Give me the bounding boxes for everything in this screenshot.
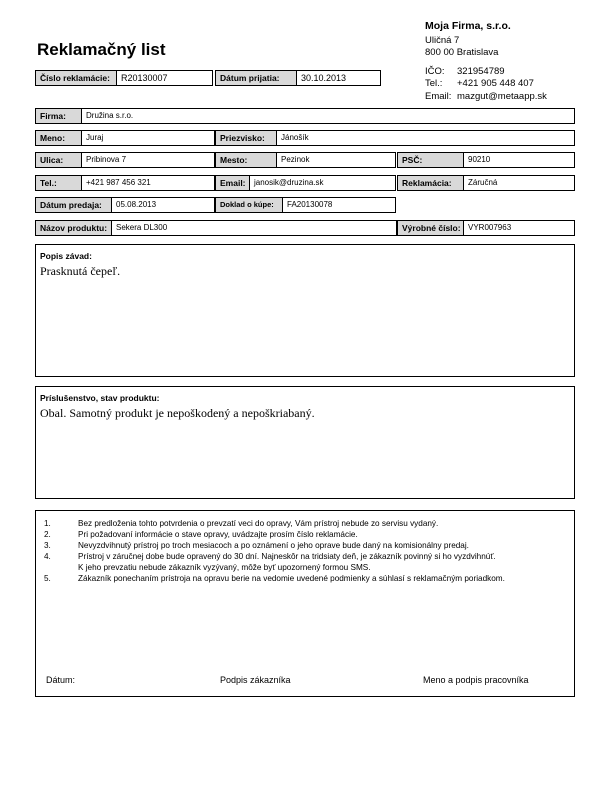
list-item (44, 530, 548, 541)
rule-number: 4. (44, 551, 51, 561)
company-tel: +421 905 448 407 (457, 78, 534, 89)
email-label: Email: (215, 175, 250, 191)
claim-number-field[interactable]: R20130007 (116, 70, 213, 86)
rule-text: Prístroj v záručnej dobe bude opravený do 30 dní. Najneskôr na tridsiaty deň, je zákazník povinný si ho vyzdvihnúť. (78, 551, 496, 561)
signature-date-label: Dátum: (46, 675, 76, 685)
signature-worker-label: Meno a podpis pracovníka (423, 675, 529, 685)
serial-field[interactable]: VYR007963 (463, 220, 575, 236)
city-label: Mesto: (215, 152, 277, 168)
list-item (44, 519, 548, 530)
street-label: Ulica: (35, 152, 82, 168)
psc-label: PSČ: (397, 152, 464, 168)
company-email: mazgut@metaapp.sk (457, 90, 547, 102)
company-ico: 321954789 (457, 65, 505, 77)
company-street: Uličná 7 (425, 34, 460, 46)
surname-field[interactable]: Jánošík (276, 130, 575, 146)
rule-number: 5. (44, 573, 51, 583)
rule-text: Zákazník ponechaním prístroja na opravu berie na vedomie uvedené podmienky a súhlasí s reklamačným poriadkom. (78, 573, 505, 583)
firm-field[interactable]: Družina s.r.o. (81, 108, 575, 124)
product-name-field[interactable]: Sekera DL300 (111, 220, 397, 236)
company-city: 800 00 Bratislava (425, 47, 499, 58)
claim-number-label: Číslo reklamácie: (35, 70, 117, 86)
company-info (425, 20, 547, 103)
claim-type-field[interactable]: Záručná (463, 175, 575, 191)
accessories-label: Príslušenstvo, stav produktu: (40, 393, 160, 403)
tel-field[interactable]: +421 987 456 321 (81, 175, 215, 191)
rule-number (44, 563, 78, 574)
rule-text: K jeho prevzatiu nebude zákazník vyzývaný, môže byť upozornený formou SMS. (78, 562, 371, 572)
name-field[interactable]: Juraj (81, 130, 215, 146)
sale-date-label: Dátum predaja: (35, 197, 112, 213)
city-field[interactable]: Pezinok (276, 152, 396, 168)
signature-customer-label: Podpis zákazníka (220, 675, 291, 685)
psc-field[interactable]: 90210 (463, 152, 575, 168)
sale-date-field[interactable]: 05.08.2013 (111, 197, 215, 213)
street-field[interactable]: Pribinova 7 (81, 152, 215, 168)
product-name-label: Názov produktu: (35, 220, 112, 236)
company-ico-label: IČO: (425, 65, 445, 77)
rule-text: Bez predloženia tohto potvrdenia o prevzatí veci do opravy, Vám prístroj nebude zo servisu vydaný. (78, 519, 439, 528)
terms-list (44, 519, 548, 584)
email-field[interactable]: janosik@druzina.sk (249, 175, 396, 191)
list-item (44, 574, 548, 585)
rule-text: Pri požadovaní informácie o stave opravy, uvádzajte prosím číslo reklamácie. (78, 529, 358, 539)
company-tel-label: Tel.: (425, 78, 443, 89)
accessories-box[interactable] (35, 386, 575, 499)
rule-text: Nevyzdvihnutý prístroj po troch mesiacoch a po oznámení o jeho oprave bude daný na komisionálny predaj. (78, 540, 469, 550)
rule-number: 1. (44, 519, 51, 528)
name-label: Meno: (35, 130, 82, 146)
claim-type-label: Reklamácia: (397, 175, 464, 191)
serial-label: Výrobné číslo: (397, 220, 464, 236)
receipt-field[interactable]: FA20130078 (282, 197, 396, 213)
defects-label: Popis závad: (40, 251, 92, 261)
received-date-field[interactable]: 30.10.2013 (296, 70, 381, 86)
firm-label: Firma: (35, 108, 82, 124)
receipt-label: Doklad o kúpe: (215, 197, 283, 213)
accessories-text: Obal. Samotný produkt je nepoškodený a nepoškriabaný. (40, 406, 315, 420)
company-email-label: Email: (425, 90, 452, 102)
defects-text: Prasknutá čepeľ. (40, 264, 121, 278)
rule-number: 2. (44, 529, 51, 539)
received-date-label: Dátum prijatia: (215, 70, 297, 86)
list-item (44, 552, 548, 563)
surname-label: Priezvisko: (215, 130, 277, 146)
defects-box[interactable] (35, 244, 575, 377)
company-name: Moja Firma, s.r.o. (425, 20, 511, 32)
list-item (44, 563, 548, 574)
list-item (44, 541, 548, 552)
page-title: Reklamačný list (37, 40, 166, 59)
tel-label: Tel.: (35, 175, 82, 191)
rule-number: 3. (44, 540, 51, 550)
